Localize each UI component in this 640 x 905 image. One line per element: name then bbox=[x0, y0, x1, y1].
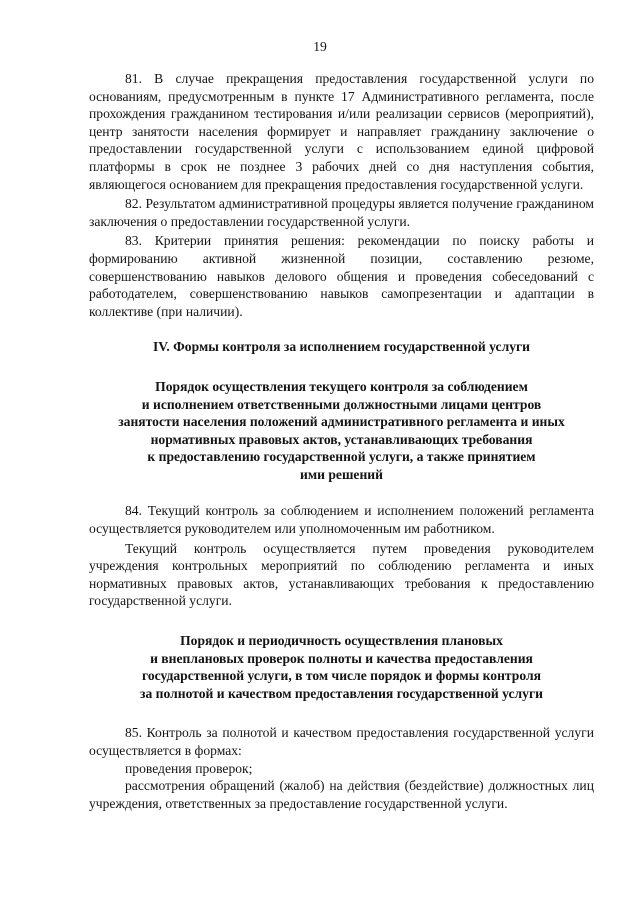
subsection-title-inspections bbox=[89, 632, 594, 702]
subsection-title-line: к предоставлению государственной услуги, а также принятием bbox=[147, 449, 536, 465]
paragraph-85-item-inspections: проведения проверок; bbox=[125, 760, 253, 776]
paragraph-85: 85. Контроль за полнотой и качеством предоставления государственной услуги осуществляется в формах: bbox=[89, 725, 594, 758]
subsection-title-line: и внеплановых проверок полноты и качества предоставления bbox=[150, 650, 533, 666]
paragraph-85-item-complaints: рассмотрения обращений (жалоб) на действия (бездействие) должностных лиц учреждения, ответственных за предоставление государственной услуги. bbox=[89, 778, 594, 811]
subsection-title-line: Порядок и периодичность осуществления плановых bbox=[180, 633, 503, 649]
subsection-title-line: нормативных правовых актов, устанавливающих требования bbox=[150, 431, 533, 447]
paragraph-82: 82. Результатом административной процедуры является получение гражданином заключения о предоставлении государственной услуги. bbox=[89, 196, 594, 229]
subsection-title-line: за полнотой и качеством предоставления государственной услуги bbox=[140, 685, 543, 701]
subsection-title-line: ими решений bbox=[300, 466, 383, 482]
section-title: IV. Формы контроля за исполнением государственной услуги bbox=[152, 339, 531, 355]
subsection-title-line: государственной услуги, в том числе порядок и формы контроля bbox=[142, 668, 541, 684]
paragraph-84: 84. Текущий контроль за соблюдением и исполнением положений регламента осуществляется руководителем или уполномоченным им работником. bbox=[89, 503, 594, 537]
paragraph-84-continued: Текущий контроль осуществляется путем проведения руководителем учреждения контрольных мероприятий по соблюдению регламента и иных нормативных правовых актов, устанавливающих требования к предоставлению государственной услуги. bbox=[89, 540, 594, 609]
page-number: 19 bbox=[313, 39, 327, 54]
subsection-title-line: и исполнением ответственными должностными лицами центров bbox=[141, 396, 542, 412]
subsection-title-line: Порядок осуществления текущего контроля за соблюдением bbox=[155, 378, 528, 394]
subsection-title-current-control bbox=[89, 378, 594, 484]
page-content bbox=[89, 70, 594, 812]
subsection-title-line: занятости населения положений административного регламента и иных bbox=[118, 414, 565, 430]
paragraph-83: 83. Критерии принятия решения: рекомендации по поиску работы и формированию активной жизненной позиции, составлению резюме, совершенствованию навыков делового общения и проведения собеседований с работодателем, совершенствованию навыков самопрезентации и адаптации в коллективе (при наличии). bbox=[89, 233, 594, 319]
paragraph-81: 81. В случае прекращения предоставления государственной услуги по основаниям, предусмотренным в пункте 17 Административного регламента, после прохождения гражданином тестирования и/или реализации сервисов (мероприятий), центр занятости населения формирует и направляет гражданину заключение о предоставлении государственной услуги с использованием единой цифровой платформы в срок не позднее 3 рабочих дней со дня наступления события, являющегося основанием для прекращения предоставления государственной услуги. bbox=[89, 71, 594, 192]
